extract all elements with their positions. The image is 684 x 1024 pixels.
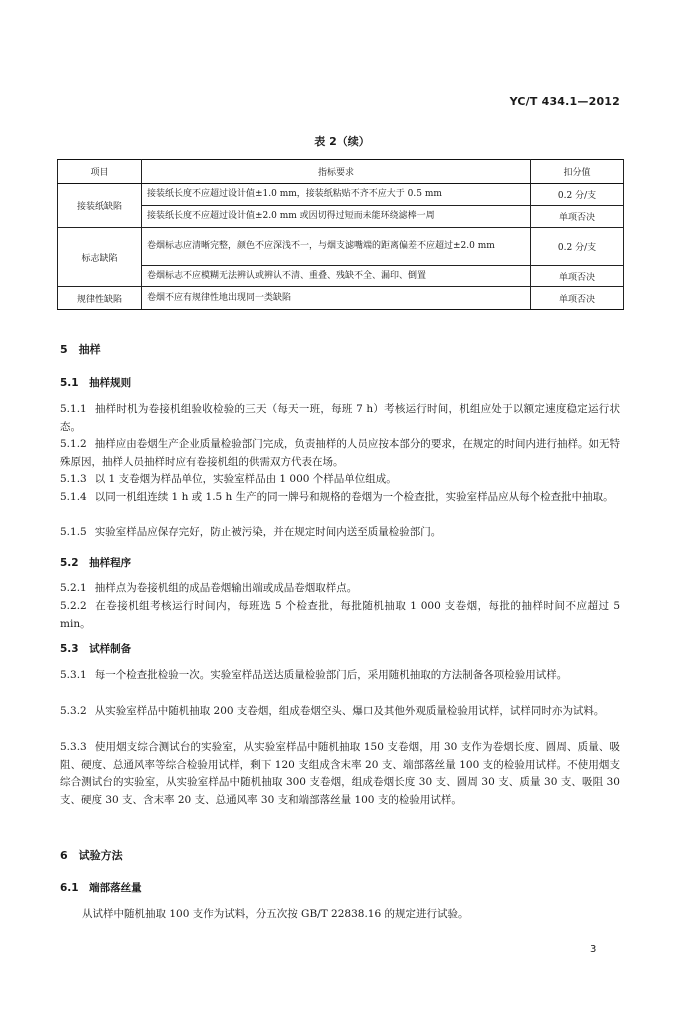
clause-text: 每一个检查批检验一次。实验室样品送达质量检验部门后，采用随机抽取的方法制备各项检验用试样。 [94, 669, 568, 681]
clause-5-1-3 [60, 471, 620, 489]
clause-5-2-2 [60, 598, 620, 633]
clause-text: 抽样时机为卷接机组验收检验的三天（每天一班，每班 7 h）考核运行时间，机组应处于以额定速度稳定运行状态。 [60, 403, 620, 433]
column-header-item: 项目 [58, 160, 142, 184]
requirement-cell: 接装纸长度不应超过设计值±2.0 mm 或因切得过短而未能环绕滤棒一周 [142, 206, 531, 228]
clause-5-3-3 [60, 739, 620, 809]
table-row [58, 206, 624, 228]
clause-text: 抽样点为卷接机组的成品卷烟输出端或成品卷烟取样点。 [94, 582, 358, 594]
item-cell: 接装纸缺陷 [58, 184, 142, 228]
table-row [58, 266, 624, 287]
table-row [58, 287, 624, 310]
section-heading-6: 6 试验方法 [60, 849, 123, 862]
clause-text: 在卷接机组考核运行时间内，每班选 5 个检查批，每批随机抽取 1 000 支卷烟，每批的抽样时间不应超过 5 min。 [60, 600, 620, 630]
document-code: YC/T 434.1—2012 [509, 95, 620, 108]
page-number: 3 [590, 944, 597, 955]
clause-number: 5.1.4 [60, 491, 87, 503]
clause-6-1-text: 从试样中随机抽取 100 支作为试料，分五次按 GB/T 22838.16 的规定进行试验。 [82, 908, 469, 920]
subsection-heading-5-3: 5.3 试样制备 [60, 643, 132, 655]
clause-text: 抽样应由卷烟生产企业质量检验部门完成，负责抽样的人员应按本部分的要求，在规定的时间内进行抽样。如无特殊原因，抽样人员抽样时应有卷接机组的供需双方代表在场。 [60, 438, 620, 468]
deduction-cell: 单项否决 [531, 287, 624, 310]
subsection-heading-5-1: 5.1 抽样规则 [60, 377, 132, 389]
subsection-heading-6-1: 6.1 端部落丝量 [60, 882, 142, 894]
clause-number: 5.1.5 [60, 526, 87, 538]
subsection-heading-5-2: 5.2 抽样程序 [60, 557, 132, 569]
clause-number: 5.3.3 [60, 741, 87, 753]
requirement-cell: 卷烟不应有规律性地出现同一类缺陷 [142, 287, 531, 310]
clause-number: 5.3.2 [60, 705, 87, 717]
requirement-cell: 卷烟标志应清晰完整，颜色不应深浅不一，与烟支滤嘴端的距离偏差不应超过±2.0 mm [142, 228, 531, 266]
table-row [58, 228, 624, 266]
clause-5-1-4 [60, 489, 620, 507]
clause-text: 实验室样品应保存完好，防止被污染，并在规定时间内送至质量检验部门。 [94, 526, 442, 538]
column-header-deduction: 扣分值 [531, 160, 624, 184]
requirement-cell: 卷烟标志不应模糊无法辨认或辨认不清、重叠、残缺不全、漏印、倒置 [142, 266, 531, 287]
clause-text: 从实验室样品中随机抽取 200 支卷烟，组成卷烟空头、爆口及其他外观质量检验用试样，试样同时亦为试料。 [94, 705, 605, 717]
deduction-cell: 单项否决 [531, 266, 624, 287]
clause-number: 5.2.1 [60, 582, 87, 594]
clause-5-2-1 [60, 580, 620, 598]
clause-number: 5.1.2 [60, 438, 87, 450]
clause-text: 以同一机组连续 1 h 或 1.5 h 生产的同一牌号和规格的卷烟为一个检查批，实验室样品应从每个检查批中抽取。 [94, 491, 614, 503]
deduction-cell: 单项否决 [531, 206, 624, 228]
item-cell: 规律性缺陷 [58, 287, 142, 310]
deduction-cell: 0.2 分/支 [531, 228, 624, 266]
clause-5-3-2 [60, 703, 620, 721]
clause-5-1-5 [60, 524, 620, 542]
clause-text: 使用烟支综合测试台的实验室，从实验室样品中随机抽取 150 支卷烟，用 30 支作为卷烟长度、圆周、质量、吸阻、硬度、总通风率等综合检验用试样，剩下 120 支组成含末率 20 支、端部落丝量 100 支的检验用试样。不使用烟支综合测试台的实验室，从实验室样品中随机抽取 300 支卷烟，组成卷烟长度 30 支、圆周 30 支、质量 30 支、吸阻 30 支、硬度 30 支、含末率 20 支、总通风率 30 支和端部落丝量 100 支的检验用试样。 [60, 741, 620, 806]
table-row [58, 184, 624, 206]
clause-5-1-1 [60, 401, 620, 436]
section-heading-5: 5 抽样 [60, 343, 101, 356]
table-header-row [58, 160, 624, 184]
clause-5-1-2 [60, 436, 620, 471]
item-cell: 标志缺陷 [58, 228, 142, 287]
clause-5-3-1 [60, 667, 620, 685]
clause-number: 5.2.2 [60, 600, 87, 612]
requirements-table [57, 159, 624, 310]
clause-number: 5.1.3 [60, 473, 87, 485]
column-header-requirement: 指标要求 [142, 160, 531, 184]
clause-number: 5.1.1 [60, 403, 87, 415]
clause-text: 以 1 支卷烟为样品单位，实验室样品由 1 000 个样品单位组成。 [94, 473, 397, 485]
deduction-cell: 0.2 分/支 [531, 184, 624, 206]
clause-number: 5.3.1 [60, 669, 87, 681]
table-caption: 表 2（续） [314, 135, 370, 148]
requirement-cell: 接装纸长度不应超过设计值±1.0 mm，接装纸粘贴不齐不应大于 0.5 mm [142, 184, 531, 206]
